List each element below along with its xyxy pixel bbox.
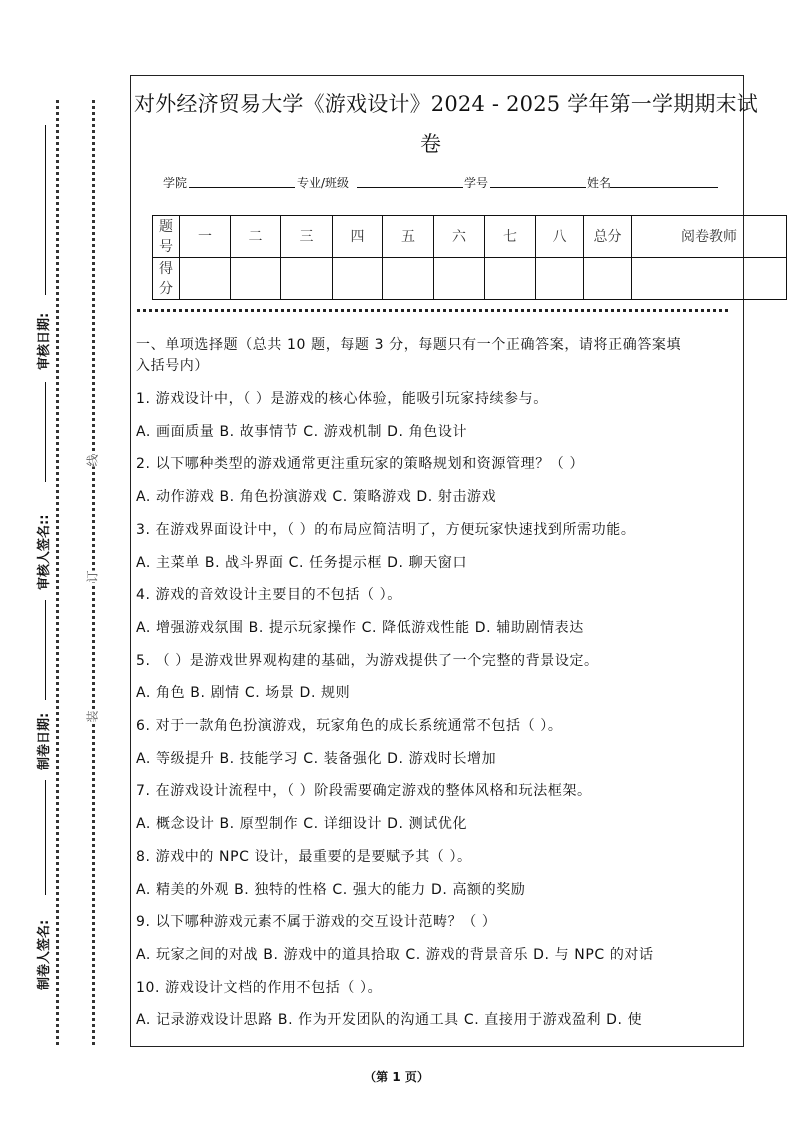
column-header: 三 — [281, 216, 333, 258]
binding-dotted-line-outer — [56, 100, 59, 1045]
section-divider — [137, 309, 728, 312]
student-id-field[interactable] — [490, 187, 586, 188]
maker-signature-blank — [45, 780, 46, 895]
name-field[interactable] — [610, 187, 718, 188]
maker-signature-label: 制卷人签名: — [37, 919, 52, 990]
question-number-row — [153, 216, 787, 258]
score-table — [152, 215, 787, 300]
row-label: 题号 — [153, 216, 180, 258]
answer-options: A. 等级提升 B. 技能学习 C. 装备强化 D. 游戏时长增加 — [136, 750, 497, 767]
question-text: 7. 在游戏设计流程中，（ ）阶段需要确定游戏的整体风格和玩法框架。 — [136, 783, 592, 800]
question-text: 5. （ ）是游戏世界观构建的基础，为游戏提供了一个完整的背景设定。 — [136, 652, 599, 669]
answer-options: A. 精美的外观 B. 独特的性格 C. 强大的能力 D. 高额的奖励 — [136, 881, 526, 898]
answer-options: A. 角色 B. 剧情 C. 场景 D. 规则 — [136, 685, 351, 702]
score-cell[interactable] — [281, 258, 333, 300]
answer-options: A. 主菜单 B. 战斗界面 C. 任务提示框 D. 聊天窗口 — [136, 554, 468, 571]
answer-options: A. 玩家之间的对战 B. 游戏中的道具拾取 C. 游戏的背景音乐 D. 与 NPC 的对话 — [136, 946, 654, 963]
answer-options: A. 画面质量 B. 故事情节 C. 游戏机制 D. 角色设计 — [136, 423, 468, 440]
question-text: 3. 在游戏界面设计中，（ ）的布局应简洁明了，方便玩家快速找到所需功能。 — [136, 521, 636, 538]
exam-title-cont: 卷 — [420, 132, 441, 156]
score-cell[interactable] — [434, 258, 485, 300]
column-header: 六 — [434, 216, 485, 258]
question-text: 2. 以下哪种类型的游戏通常更注重玩家的策略规划和资源管理？（ ） — [136, 456, 585, 473]
row-label: 得分 — [153, 258, 180, 300]
question-text: 6. 对于一款角色扮演游戏，玩家角色的成长系统通常不包括（ ）。 — [136, 718, 563, 734]
answer-options: A. 记录游戏设计思路 B. 作为开发团队的沟通工具 C. 直接用于游戏盈利 D. 使 — [136, 1012, 643, 1029]
exam-title: 对外经济贸易大学《游戏设计》2024 - 2025 学年第一学期期末试 — [134, 92, 759, 116]
reviewer-signature-blank — [45, 382, 46, 482]
student-id-label: 学号 — [464, 176, 489, 190]
question-text: 4. 游戏的音效设计主要目的不包括（ ）。 — [136, 587, 402, 604]
section-heading-cont: 入括号内） — [136, 358, 209, 374]
page-number: （第 1 页） — [364, 1070, 429, 1084]
score-cell[interactable] — [180, 258, 231, 300]
section-heading: 一、单项选择题（总共 10 题，每题 3 分，每题只有一个正确答案，请将正确答案填 — [136, 337, 682, 353]
column-header: 五 — [383, 216, 434, 258]
answer-options: A. 增强游戏氛围 B. 提示玩家操作 C. 降低游戏性能 D. 辅助剧情表达 — [136, 619, 584, 636]
score-cell[interactable] — [485, 258, 536, 300]
score-cell[interactable] — [333, 258, 383, 300]
binding-label-line: 线 — [85, 454, 100, 467]
column-header: 二 — [231, 216, 281, 258]
major-class-field[interactable] — [357, 187, 463, 188]
question-text: 10. 游戏设计文档的作用不包括（ ）。 — [136, 979, 383, 996]
review-date-label: 审核日期: — [37, 312, 52, 370]
score-cell[interactable] — [536, 258, 584, 300]
answer-options: A. 概念设计 B. 原型制作 C. 详细设计 D. 测试优化 — [136, 816, 468, 833]
question-text: 8. 游戏中的 NPC 设计，最重要的是要赋予其（ ）。 — [136, 848, 472, 865]
make-date-label: 制卷日期: — [37, 712, 52, 770]
score-cell[interactable] — [632, 258, 787, 300]
reviewer-signature-label: 审核人签名:: — [37, 514, 52, 590]
question-text: 9. 以下哪种游戏元素不属于游戏的交互设计范畴？（ ） — [136, 914, 497, 931]
column-header: 四 — [333, 216, 383, 258]
question-text: 1. 游戏设计中，（ ）是游戏的核心体验，能吸引玩家持续参与。 — [136, 391, 548, 407]
answer-options: A. 动作游戏 B. 角色扮演游戏 C. 策略游戏 D. 射击游戏 — [136, 489, 497, 506]
major-class-label: 专业/班级 — [297, 176, 350, 190]
column-header: 一 — [180, 216, 231, 258]
column-header: 总分 — [584, 216, 632, 258]
column-header: 七 — [485, 216, 536, 258]
score-cell[interactable] — [584, 258, 632, 300]
make-date-blank — [45, 600, 46, 700]
score-row — [153, 258, 787, 300]
score-cell[interactable] — [231, 258, 281, 300]
column-header: 八 — [536, 216, 584, 258]
review-date-blank — [45, 125, 46, 295]
name-label: 姓名 — [587, 176, 612, 190]
college-label: 学院 — [163, 176, 188, 190]
column-header: 阅卷教师 — [632, 216, 787, 258]
binding-label-bind: 装 — [85, 710, 100, 723]
score-cell[interactable] — [383, 258, 434, 300]
college-field[interactable] — [189, 187, 295, 188]
binding-label-staple: 订 — [85, 570, 100, 583]
